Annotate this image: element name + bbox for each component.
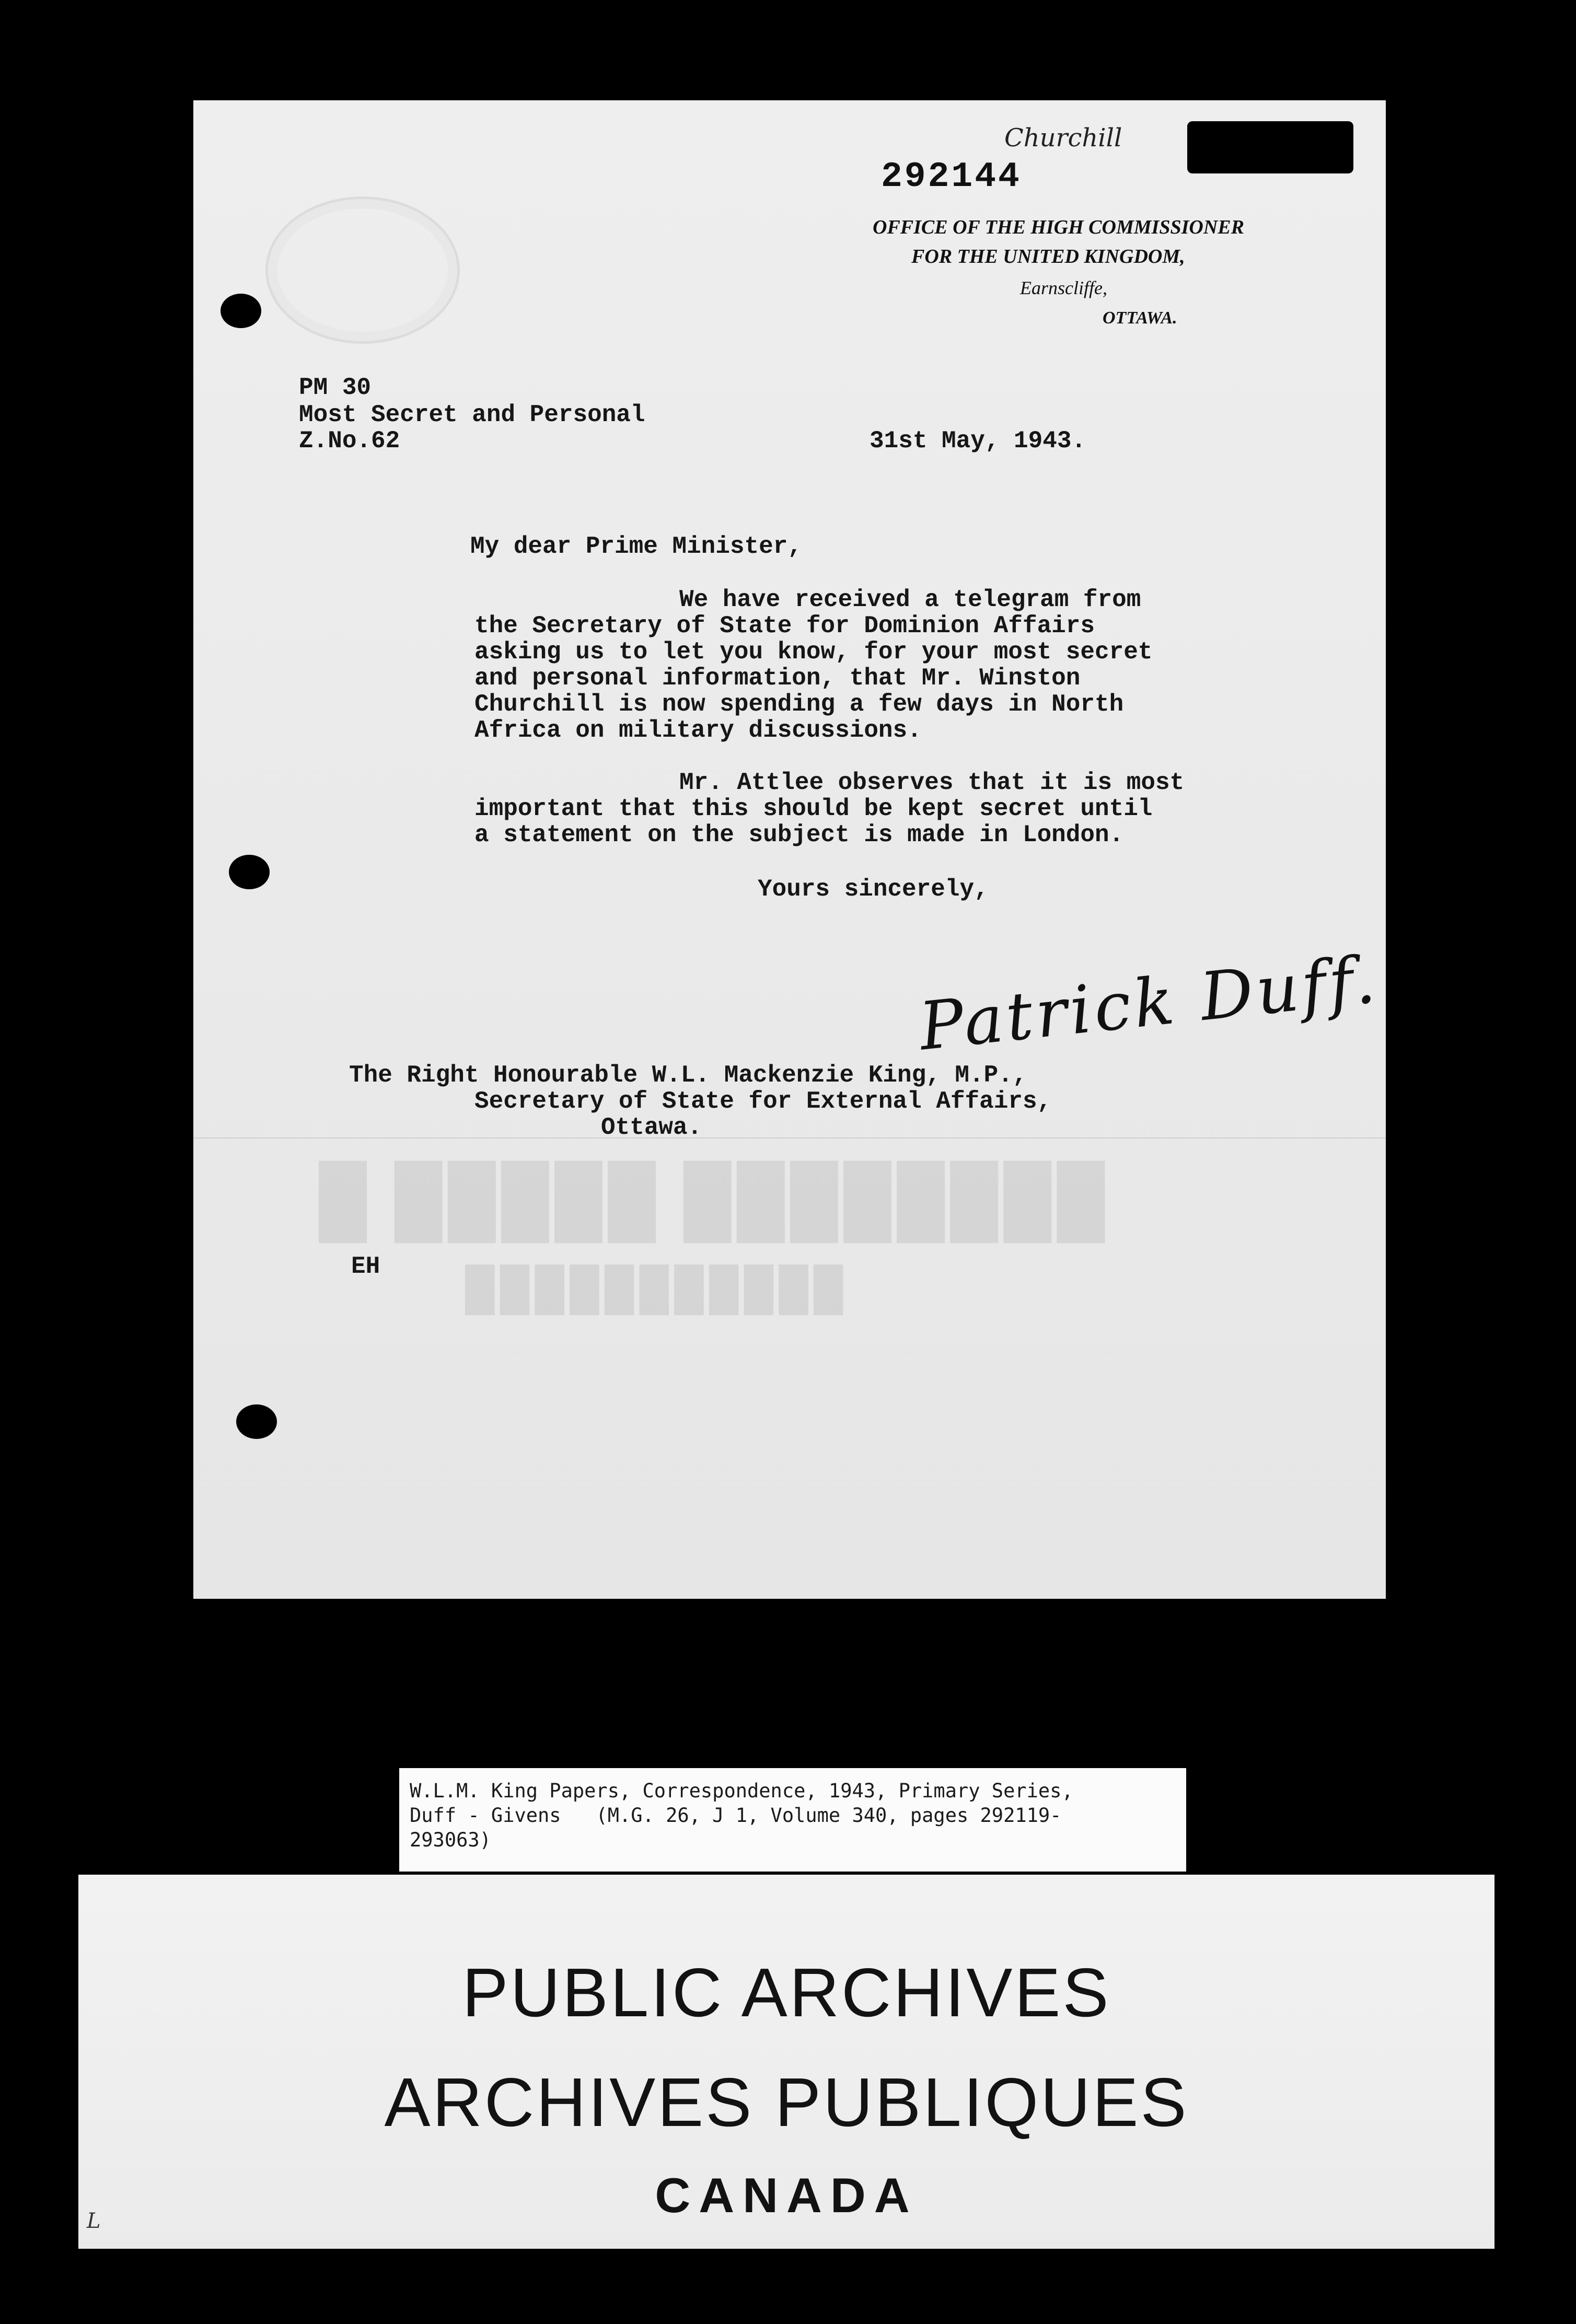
paragraph-1-line-6: Africa on military discussions. bbox=[474, 717, 922, 744]
citation-label bbox=[399, 1768, 1186, 1872]
bleed-through-text: █ █████ ████████ bbox=[319, 1163, 1110, 1238]
citation-line-3: 293063) bbox=[410, 1829, 491, 1851]
punch-hole-top bbox=[221, 294, 261, 328]
letterhead-building: Earnscliffe, bbox=[1020, 277, 1107, 298]
bleed-through-text-2: ███████████ bbox=[465, 1266, 849, 1312]
banner-public-archives: PUBLIC ARCHIVES bbox=[462, 1954, 1111, 2031]
typist-initials: EH bbox=[351, 1253, 380, 1280]
banner-canada: CANADA bbox=[655, 2168, 918, 2223]
paragraph-1-line-1: We have received a telegram from bbox=[679, 586, 1141, 613]
punch-hole-middle bbox=[229, 855, 270, 889]
paragraph-1-line-2: the Secretary of State for Dominion Affairs bbox=[474, 612, 1095, 640]
paragraph-2-line-3: a statement on the subject is made in London. bbox=[474, 821, 1124, 849]
handwritten-note: Churchill bbox=[1004, 123, 1122, 153]
letter-date: 31st May, 1943. bbox=[870, 427, 1086, 455]
paragraph-2-line-2: important that this should be kept secret until bbox=[474, 795, 1153, 822]
salutation: My dear Prime Minister, bbox=[470, 533, 802, 560]
reference-z-number: Z.No.62 bbox=[299, 427, 400, 455]
citation-line-2: Duff - Givens (M.G. 26, J 1, Volume 340, pages 292119- bbox=[410, 1804, 1062, 1827]
document-number: 292144 bbox=[881, 157, 1022, 197]
banner-archives-publiques: ARCHIVES PUBLIQUES bbox=[384, 2064, 1189, 2141]
letterhead-office: OFFICE OF THE HIGH COMMISSIONER bbox=[873, 216, 1244, 238]
embossed-seal bbox=[265, 196, 460, 344]
paragraph-1-line-3: asking us to let you know, for your most secret bbox=[474, 638, 1153, 666]
closing: Yours sincerely, bbox=[758, 876, 989, 903]
redaction-bar bbox=[1187, 121, 1353, 173]
signature: Patrick Duff. bbox=[916, 940, 1382, 1065]
letterhead-kingdom: FOR THE UNITED KINGDOM, bbox=[911, 246, 1185, 268]
paragraph-1-line-4: and personal information, that Mr. Winston bbox=[474, 665, 1081, 692]
punch-hole-bottom bbox=[236, 1404, 277, 1439]
paragraph-2-line-1: Mr. Attlee observes that it is most bbox=[679, 769, 1185, 796]
reference-classification: Most Secret and Personal bbox=[299, 401, 645, 428]
fold-line bbox=[193, 1137, 1386, 1138]
letter-page bbox=[193, 100, 1386, 1599]
paragraph-1-line-5: Churchill is now spending a few days in North bbox=[474, 691, 1124, 718]
citation-line-1: W.L.M. King Papers, Correspondence, 1943, Primary Series, bbox=[410, 1780, 1073, 1802]
reference-pm: PM 30 bbox=[299, 374, 372, 401]
citation-text bbox=[410, 1779, 1178, 1852]
addressee-line-3: Ottawa. bbox=[601, 1114, 702, 1141]
pencil-mark: L bbox=[87, 2209, 101, 2233]
addressee-line-1: The Right Honourable W.L. Mackenzie King, M.P., bbox=[349, 1062, 1027, 1089]
letterhead-city: OTTAWA. bbox=[1103, 308, 1177, 328]
archive-banner bbox=[78, 1875, 1494, 2249]
addressee-line-2: Secretary of State for External Affairs, bbox=[474, 1088, 1052, 1115]
